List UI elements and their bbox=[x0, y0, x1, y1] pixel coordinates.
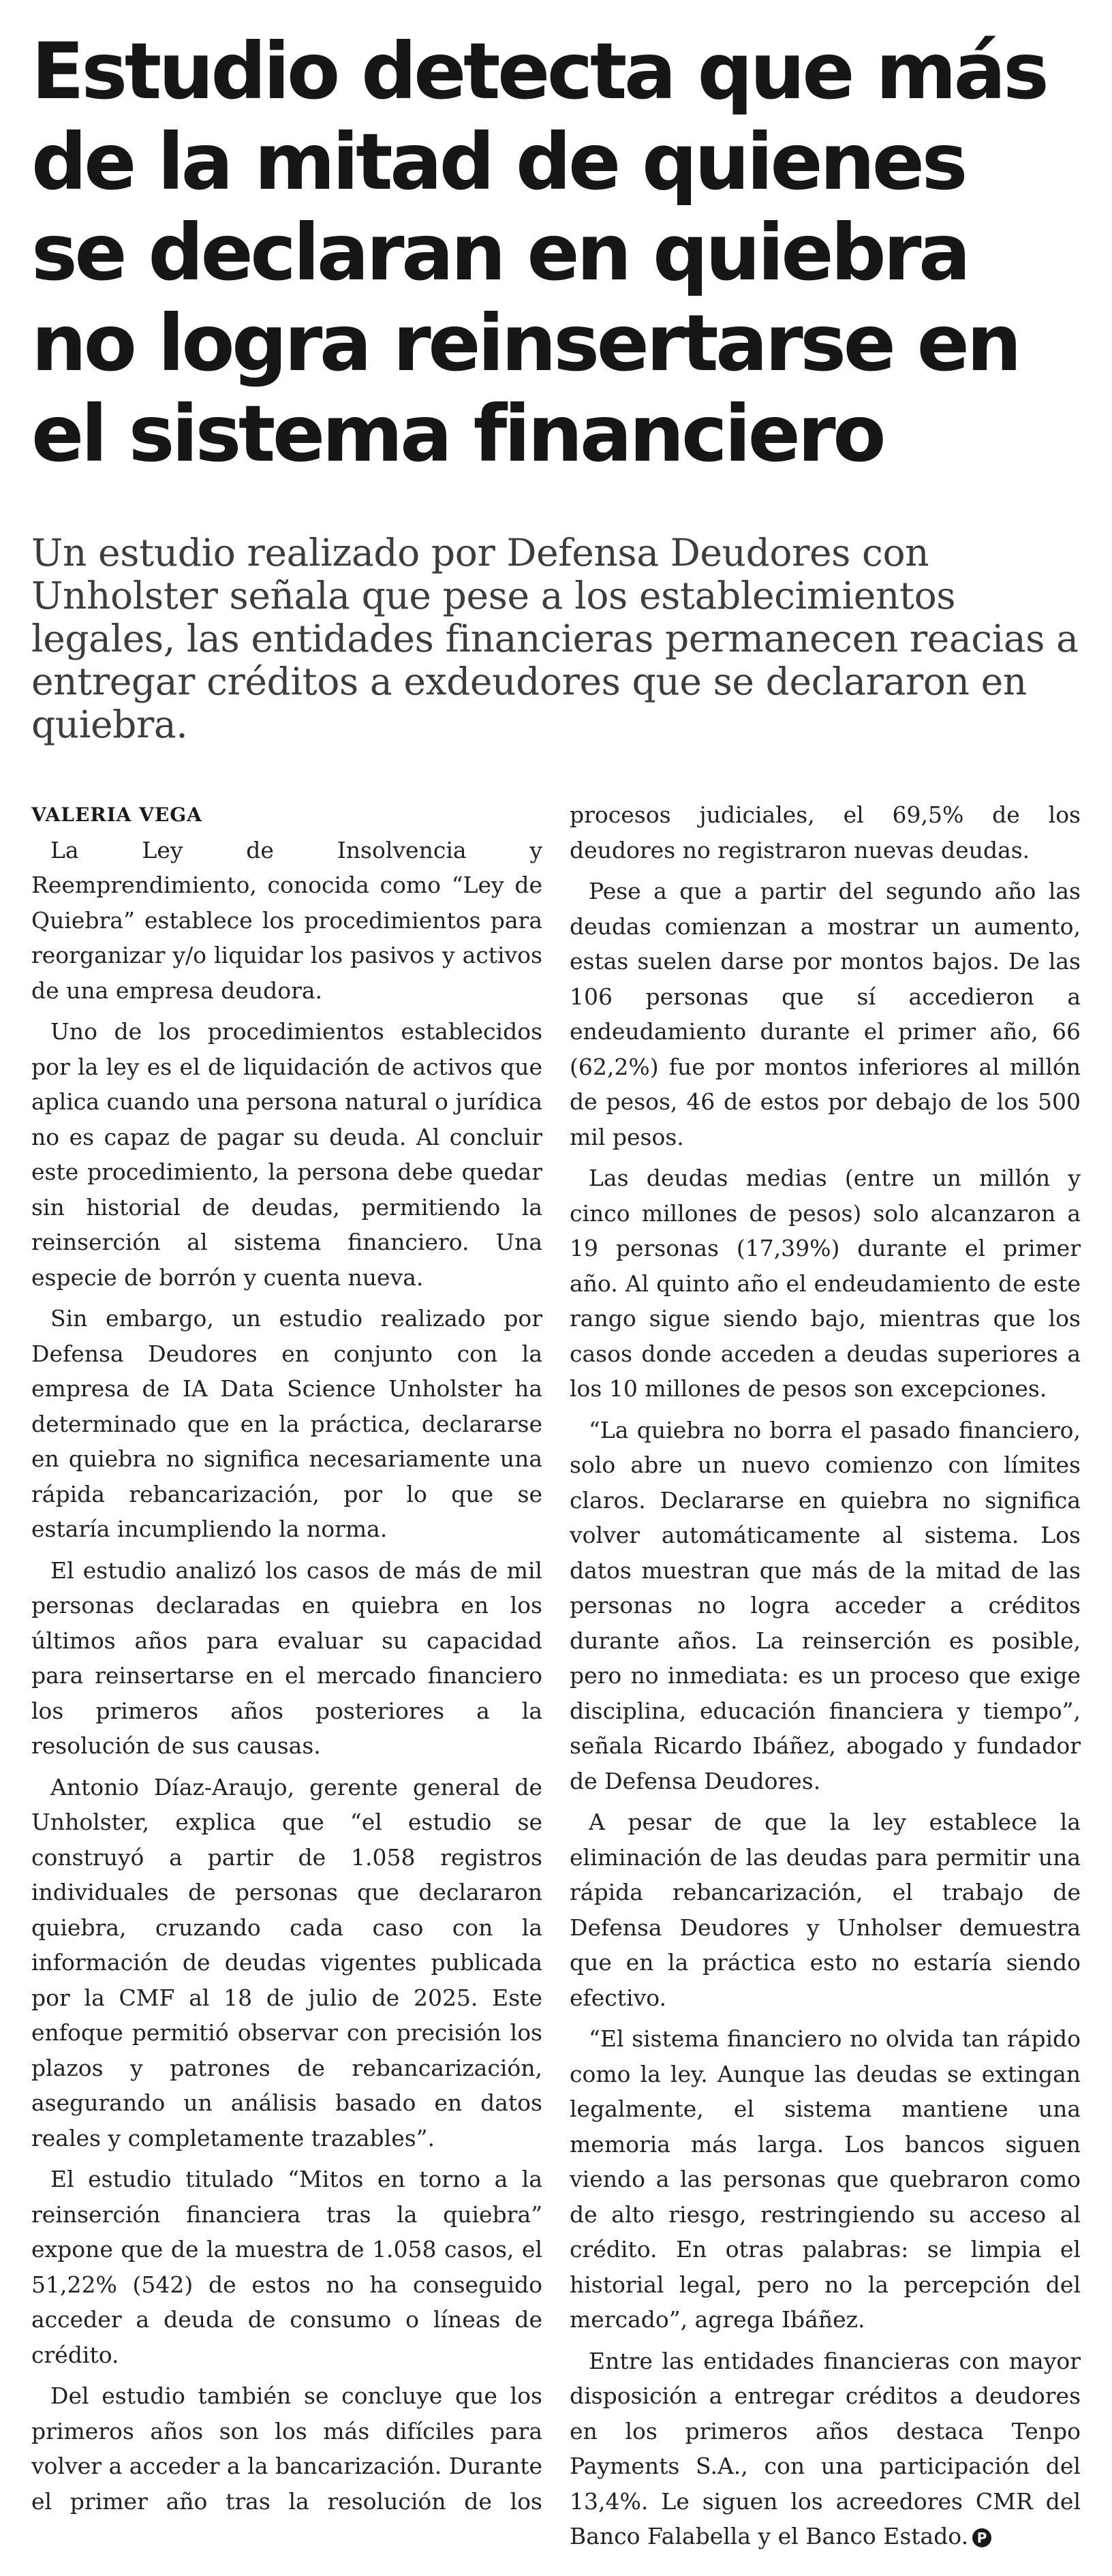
paragraph: La Ley de Insolvencia y Reemprendimiento, conocida como “Ley de Quiebra” establece los procedimientos para reorganizar y/o liquidar los pasivos y activos de una empresa deudora. bbox=[31, 836, 542, 1004]
paragraph: Uno de los procedimientos establecidos por la ley es el de liquidación de activos que aplica cuando una persona natural o jurídica no es capaz de pagar su deuda. Al concluir este procedimiento, la persona debe quedar sin historial de deudas, permitiendo la reinserción al sistema financiero. Una especie de borrón y cuenta nueva. bbox=[31, 1018, 542, 1291]
paragraph: “La quiebra no borra el pasado financiero, solo abre un nuevo comienzo con límites claros. Declararse en quiebra no significa volver automáticamente al sistema. Los datos muestran que más de la mitad de las personas no logra acceder a créditos durante años. La reinserción es posible, pero no inmediata: es un proceso que exige disciplina, educación financiera y tiempo”, señala Ricardo Ibáñez, abogado y fundador de Defensa Deudores. bbox=[570, 1416, 1081, 1794]
paragraph: A pesar de que la ley establece la eliminación de las deudas para permitir una rápida rebancarización, el trabajo de Defensa Deudores y Unholser demuestra que en la práctica esto no estaría siendo efectivo. bbox=[570, 1809, 1081, 2011]
paragraph: El estudio titulado “Mitos en torno a la reinserción financiera tras la quiebra” expone que de la muestra de 1.058 casos, el 51,22% (542) de estos no ha conseguido acceder a deuda de consumo o líneas de crédito. bbox=[31, 2166, 542, 2368]
paragraph-last bbox=[570, 2344, 1081, 2554]
paragraph: Las deudas medias (entre un millón y cinco millones de pesos) solo alcanzaron a 19 personas (17,39%) durante el primer año. Al quinto año el endeudamiento de este rango sigue siendo bajo, mientras que los casos donde acceden a deudas superiores a los 10 millones de pesos son excepciones. bbox=[570, 1165, 1081, 1402]
deck-subtitle: Un estudio realizado por Defensa Deudores con Unholster señala que pese a los establecimientos legales, las entidades financieras permanecen reacias a entregar créditos a exdeudores que se declararon en quiebra. bbox=[31, 531, 1079, 746]
paragraph: “El sistema financiero no olvida tan rápido como la ley. Aunque las deudas se extingan legalmente, el sistema mantiene una memoria más larga. Los bancos siguen viendo a las personas que quebraron como de alto riesgo, restringiendo su acceso al crédito. En otras palabras: se limpia el historial legal, pero no la percepción del mercado”, agrega Ibáñez. bbox=[570, 2025, 1081, 2333]
paragraph: Sin embargo, un estudio realizado por Defensa Deudores en conjunto con la empresa de IA Data Science Unholster ha determinado que en la práctica, declararse en quiebra no significa necesariamente una rápida rebancarización, por lo que se estaría incumpliendo la norma. bbox=[31, 1305, 542, 1542]
headline: Estudio detecta que más de la mitad de quienes se declaran en quiebra no logra reinsertarse en el sistema financiero bbox=[31, 26, 1047, 479]
paragraph: Pese a que a partir del segundo año las deudas comienzan a mostrar un aumento, estas suelen darse por montos bajos. De las 106 personas que sí accedieron a endeudamiento durante el primer año, 66 (62,2%) fue por montos inferiores al millón de pesos, 46 de estos por debajo de los 500 mil pesos. bbox=[570, 878, 1081, 1150]
byline: VALERIA VEGA bbox=[31, 803, 202, 826]
paragraph-last-text: Entre las entidades financieras con mayor disposición a entregar créditos a deudores en los primeros años destaca Tenpo Payments S.A., con una participación del 13,4%. Le siguen los acreedores CMR del Banco Falabella y el Banco Estado. bbox=[570, 2347, 1081, 2549]
paragraph: El estudio analizó los casos de más de mil personas declaradas en quiebra en los últimos años para evaluar su capacidad para reinsertarse en el mercado financiero los primeros años posteriores a la resolución de sus causas. bbox=[31, 1557, 542, 1759]
end-mark-icon: P bbox=[972, 2528, 991, 2547]
paragraph: Antonio Díaz-Araujo, gerente general de Unholster, explica que “el estudio se construyó a partir de 1.058 registros individuales de personas que declararon quiebra, cruzando cada caso con la información de deudas vigentes publicada por la CMF al 18 de julio de 2025. Este enfoque permitió observar con precisión los plazos y patrones de rebancarización, asegurando un análisis basado en datos reales y completamente trazables”. bbox=[31, 1773, 542, 2151]
paragraph: Del estudio también se concluye que los primeros años son los más difíciles para volver a acceder a la bancarización. Durante el primer año tras la resolución de los procesos judiciales, el 69,5% de los deudores no registraron nuevas deudas. bbox=[31, 801, 1081, 2515]
article-body bbox=[31, 797, 1081, 2556]
